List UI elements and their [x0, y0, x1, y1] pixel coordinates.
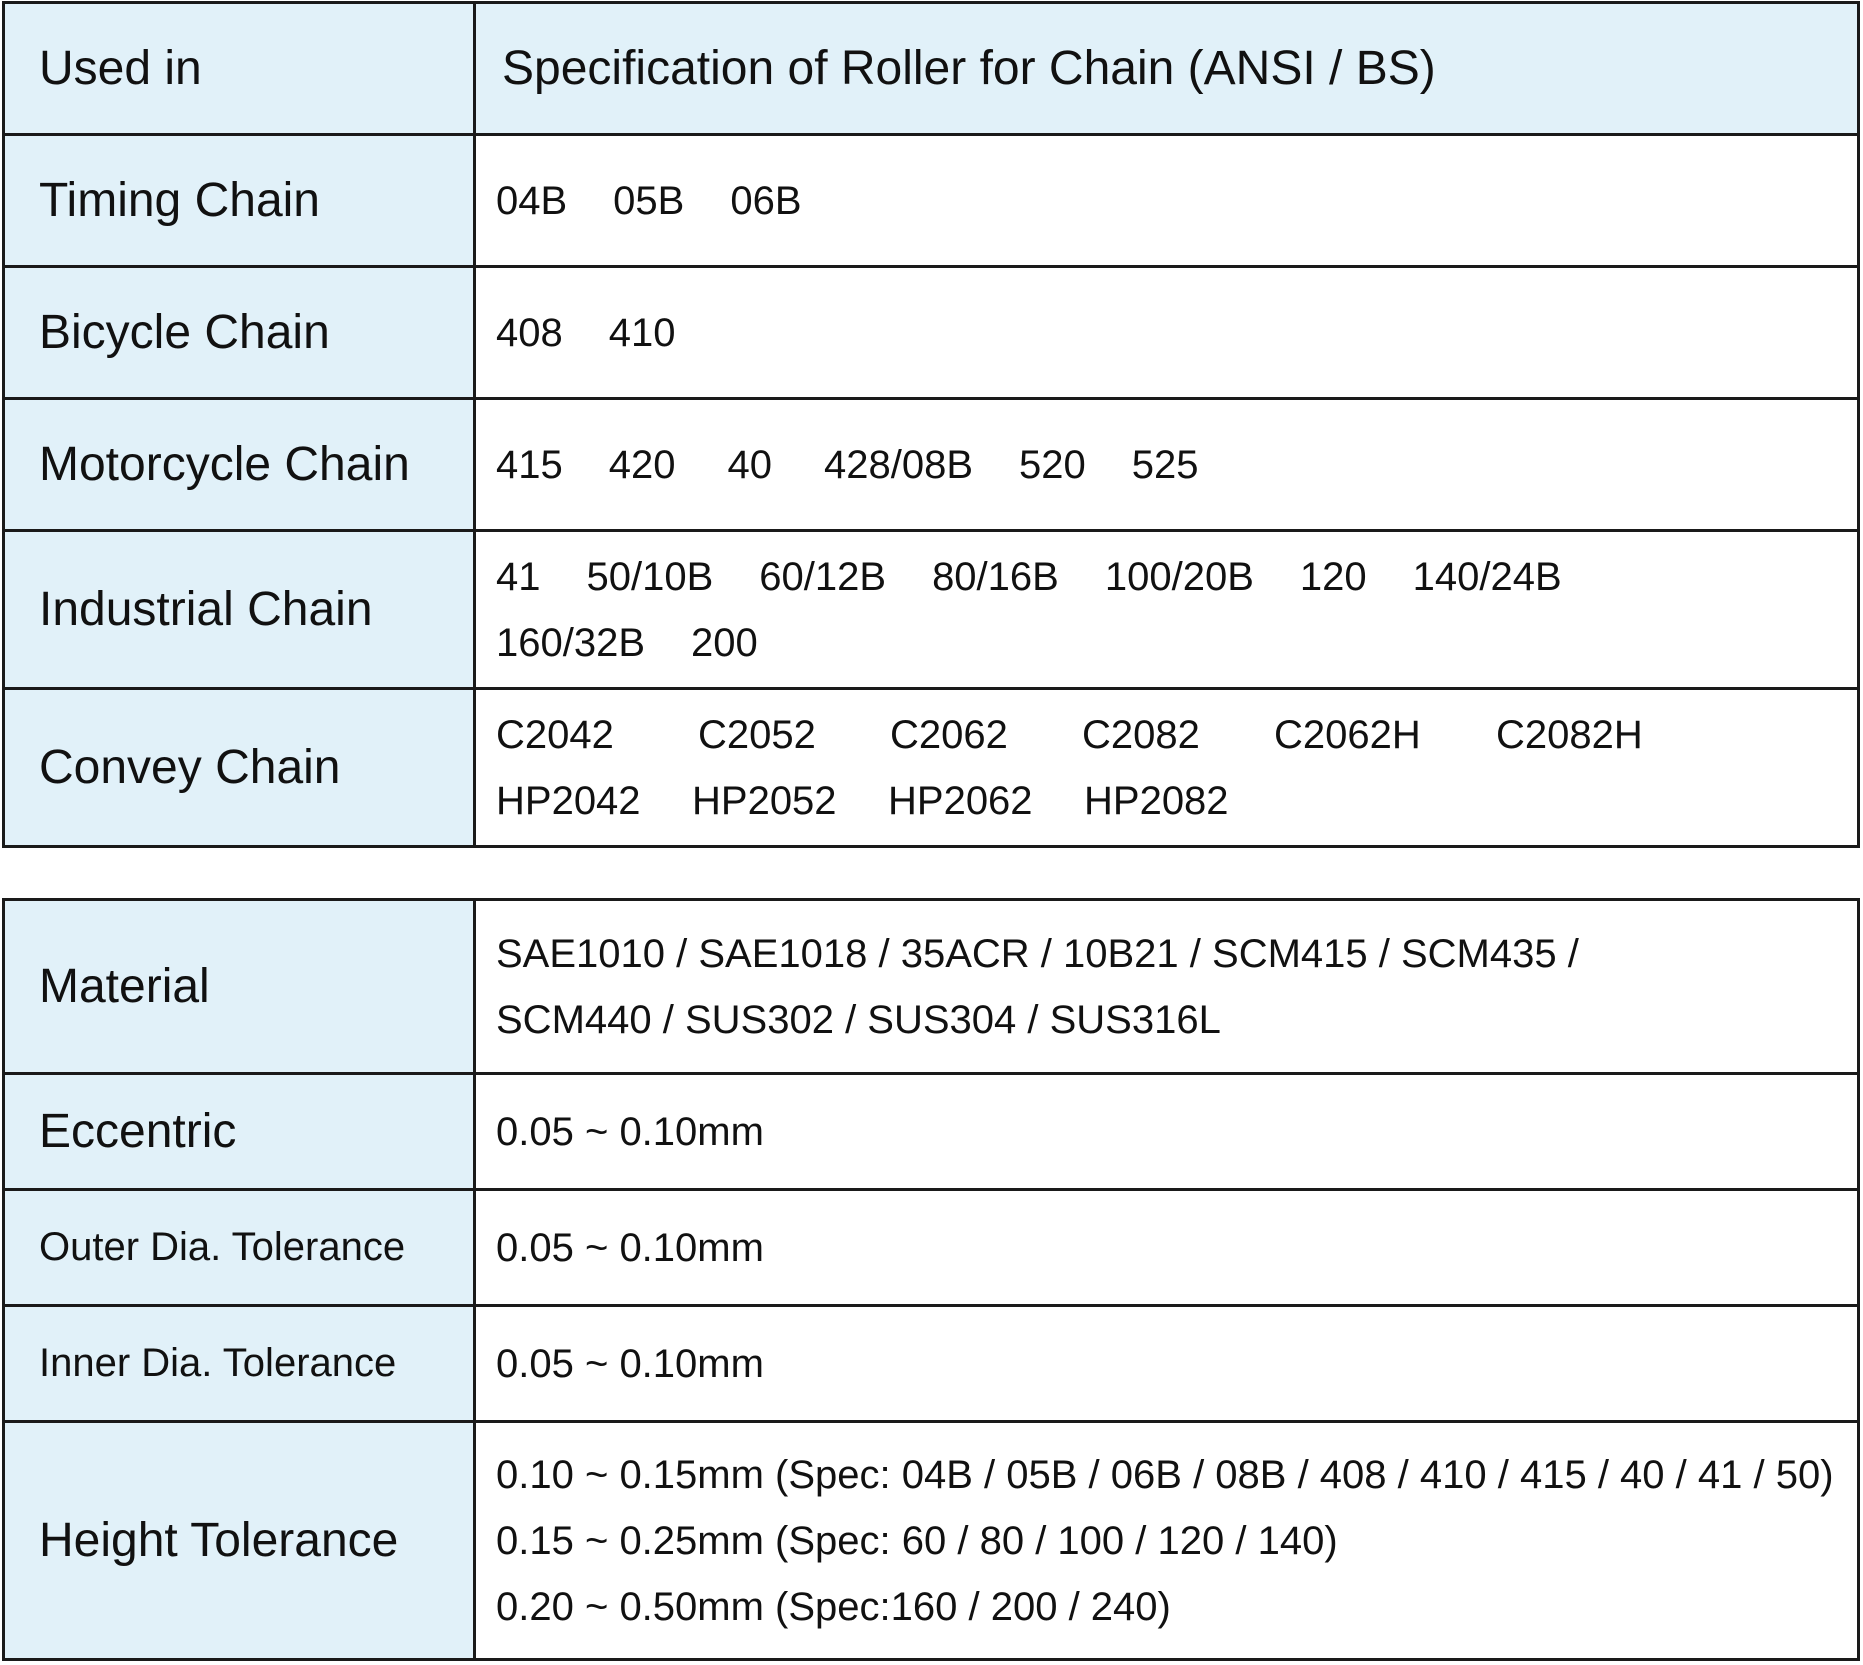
chain-code: 410: [608, 310, 676, 355]
chain-code: 60/12B: [759, 554, 887, 599]
row-label-convey-chain: Convey Chain: [4, 689, 475, 847]
row-value-material: [475, 900, 1859, 1074]
codes-line: [496, 610, 1857, 676]
table-row: [4, 531, 1859, 689]
table-row: [4, 1422, 1859, 1660]
chain-code: 428/08B: [824, 442, 974, 487]
header-used-in: Used in: [4, 3, 475, 135]
table-header-row: [4, 3, 1859, 135]
roller-property-table: [2, 898, 1860, 1661]
chain-code: 120: [1299, 554, 1367, 599]
chain-code: HP2042: [496, 778, 641, 823]
row-label-outer-dia-tolerance: Outer Dia. Tolerance: [4, 1190, 475, 1306]
row-value-outer-dia-tolerance: [475, 1190, 1859, 1306]
row-label-bicycle-chain: Bicycle Chain: [4, 267, 475, 399]
table-row: [4, 267, 1859, 399]
row-label-motorcycle-chain: Motorcycle Chain: [4, 399, 475, 531]
chain-code: 200: [691, 620, 758, 665]
chain-code: C2062: [890, 712, 1008, 757]
tolerance-value: 0.05 ~ 0.10mm: [496, 1341, 764, 1386]
material-line: SCM440 / SUS302 / SUS304 / SUS316L: [496, 997, 1221, 1042]
row-value-timing-chain: [475, 135, 1859, 267]
table-row: [4, 900, 1859, 1074]
header-specification: Specification of Roller for Chain (ANSI / BS): [475, 3, 1859, 135]
row-label-material: Material: [4, 900, 475, 1074]
chain-code: 06B: [730, 178, 802, 223]
tolerance-value: 0.05 ~ 0.10mm: [496, 1225, 764, 1270]
row-value-motorcycle-chain: [475, 399, 1859, 531]
chain-code: 100/20B: [1104, 554, 1254, 599]
tolerance-value: 0.05 ~ 0.10mm: [496, 1109, 764, 1154]
chain-code: 420: [608, 442, 676, 487]
table-row: [4, 135, 1859, 267]
chain-code: HP2062: [888, 778, 1033, 823]
chain-code: 40: [727, 442, 772, 487]
row-value-industrial-chain: [475, 531, 1859, 689]
chain-code: C2082: [1082, 712, 1200, 757]
codes-line: [496, 168, 1857, 234]
tolerance-line: 0.15 ~ 0.25mm (Spec: 60 / 80 / 100 / 120 / 140): [496, 1518, 1338, 1563]
row-label-industrial-chain: Industrial Chain: [4, 531, 475, 689]
table-row: [4, 689, 1859, 847]
codes-line: [496, 300, 1857, 366]
row-value-convey-chain: [475, 689, 1859, 847]
tolerance-line: 0.10 ~ 0.15mm (Spec: 04B / 05B / 06B / 08B / 408 / 410 / 415 / 40 / 41 / 50): [496, 1452, 1834, 1497]
row-value-bicycle-chain: [475, 267, 1859, 399]
codes-line: [496, 432, 1857, 498]
material-line: SAE1010 / SAE1018 / 35ACR / 10B21 / SCM415 / SCM435 /: [496, 931, 1579, 976]
chain-code: 41: [496, 554, 541, 599]
chain-code: C2062H: [1274, 712, 1421, 757]
chain-code: 408: [496, 310, 563, 355]
table-row: [4, 1074, 1859, 1190]
chain-code: 04B: [496, 178, 568, 223]
row-label-eccentric: Eccentric: [4, 1074, 475, 1190]
chain-code: C2082H: [1496, 712, 1643, 757]
chain-code: 50/10B: [586, 554, 714, 599]
codes-line: [496, 544, 1857, 610]
chain-code: HP2052: [692, 778, 837, 823]
table-row: [4, 399, 1859, 531]
chain-code: 80/16B: [932, 554, 1059, 599]
codes-line: [496, 702, 1857, 768]
chain-code: C2052: [698, 712, 816, 757]
row-label-inner-dia-tolerance: Inner Dia. Tolerance: [4, 1306, 475, 1422]
row-label-height-tolerance: Height Tolerance: [4, 1422, 475, 1660]
chain-code: 140/24B: [1412, 554, 1562, 599]
table-row: [4, 1190, 1859, 1306]
chain-code: 525: [1131, 442, 1199, 487]
row-value-inner-dia-tolerance: [475, 1306, 1859, 1422]
chain-code: 415: [496, 442, 563, 487]
chain-code: 160/32B: [496, 620, 646, 665]
chain-code: 05B: [613, 178, 685, 223]
row-label-timing-chain: Timing Chain: [4, 135, 475, 267]
chain-spec-table: [2, 1, 1860, 848]
chain-code: C2042: [496, 712, 614, 757]
chain-code: 520: [1019, 442, 1086, 487]
row-value-eccentric: [475, 1074, 1859, 1190]
tolerance-line: 0.20 ~ 0.50mm (Spec:160 / 200 / 240): [496, 1584, 1171, 1629]
row-value-height-tolerance: [475, 1422, 1859, 1660]
codes-line: [496, 768, 1857, 834]
table-row: [4, 1306, 1859, 1422]
chain-code: HP2082: [1084, 778, 1229, 823]
